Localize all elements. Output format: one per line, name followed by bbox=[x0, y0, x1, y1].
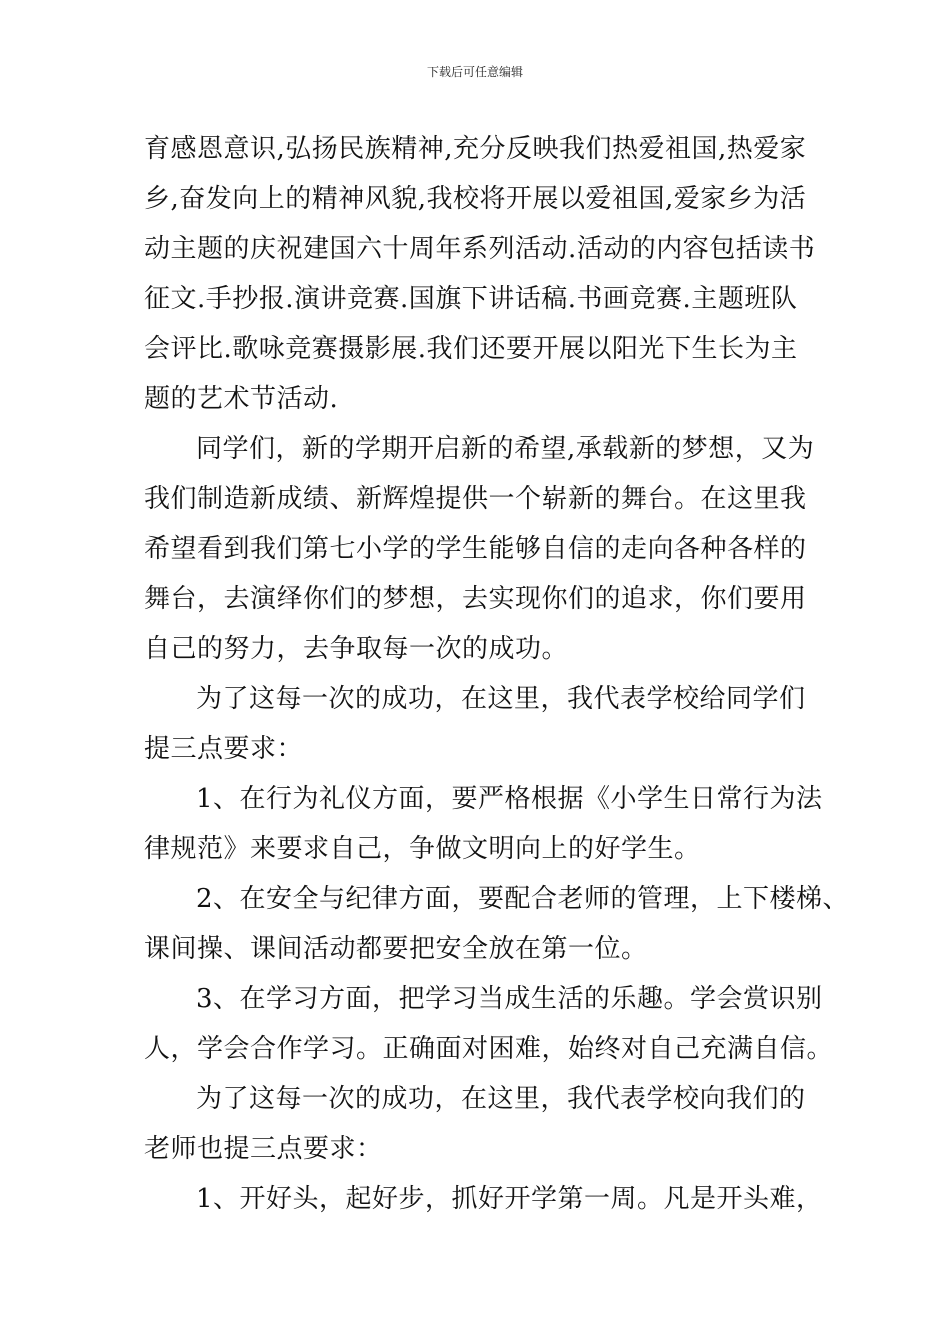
text-line: 育感恩意识,弘扬民族精神,充分反映我们热爱祖国,热爱家 bbox=[144, 134, 807, 164]
document-body bbox=[144, 124, 850, 1224]
paragraph-start-line: 3、在学习方面，把学习当成生活的乐趣。学会赏识别 bbox=[196, 984, 823, 1014]
text-line: 会评比.歌咏竞赛摄影展.我们还要开展以阳光下生长为主 bbox=[144, 334, 798, 364]
text-line: 乡,奋发向上的精神风貌,我校将开展以爱祖国,爱家乡为活 bbox=[144, 184, 807, 214]
text-line: 动主题的庆祝建国六十周年系列活动.活动的内容包括读书 bbox=[144, 234, 816, 264]
text-line: 老师也提三点要求： bbox=[144, 1134, 383, 1164]
text-line: 征文.手抄报.演讲竞赛.国旗下讲话稿.书画竞赛.主题班队 bbox=[144, 284, 798, 314]
paragraph-start-line: 1、在行为礼仪方面，要严格根据《小学生日常行为法 bbox=[196, 784, 823, 814]
paragraph-start-line: 同学们，新的学期开启新的希望,承载新的梦想，又为 bbox=[196, 434, 815, 464]
text-line: 律规范》来要求自己，争做文明向上的好学生。 bbox=[144, 834, 701, 864]
paragraph-start-line: 1、开好头，起好步，抓好开学第一周。凡是开头难， bbox=[196, 1184, 823, 1214]
paragraph-start-line: 为了这每一次的成功，在这里，我代表学校向我们的 bbox=[196, 1084, 806, 1114]
text-line: 舞台，去演绎你们的梦想，去实现你们的追求，你们要用 bbox=[144, 584, 807, 614]
text-line: 希望看到我们第七小学的学生能够自信的走向各种各样的 bbox=[144, 534, 807, 564]
text-line: 提三点要求： bbox=[144, 734, 304, 764]
text-line: 人，学会合作学习。正确面对困难，始终对自己充满自信。 bbox=[144, 1034, 834, 1064]
text-line: 自己的努力，去争取每一次的成功。 bbox=[144, 634, 569, 664]
text-line: 我们制造新成绩、新辉煌提供一个崭新的舞台。在这里我 bbox=[144, 484, 807, 514]
text-line: 题的艺术节活动. bbox=[144, 384, 339, 414]
page-header: 下载后可任意编辑 bbox=[426, 65, 523, 79]
paragraph-start-line: 2、在安全与纪律方面，要配合老师的管理，上下楼梯、 bbox=[196, 884, 850, 914]
paragraph-start-line: 为了这每一次的成功，在这里，我代表学校给同学们 bbox=[196, 684, 806, 714]
text-line: 课间操、课间活动都要把安全放在第一位。 bbox=[144, 934, 648, 964]
